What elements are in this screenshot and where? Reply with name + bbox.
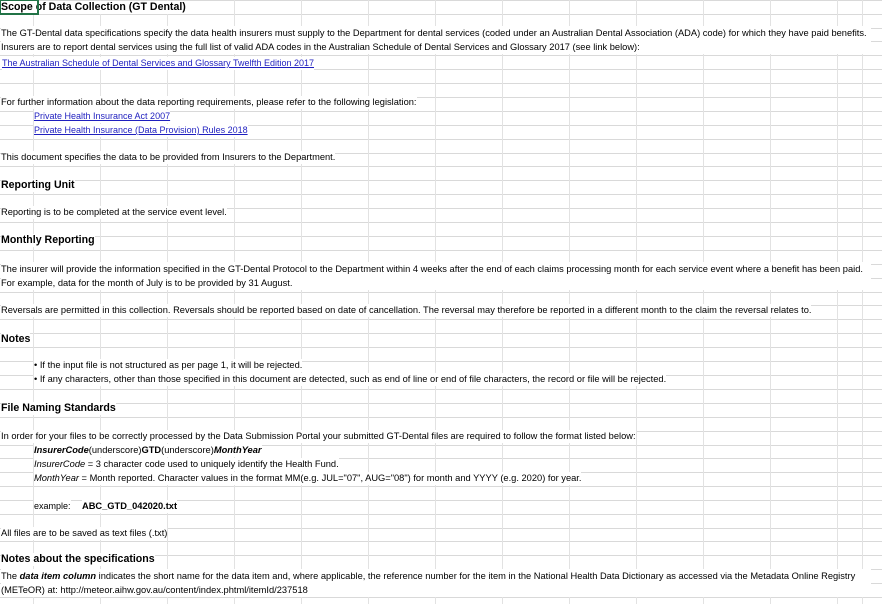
spec-notes-body: indicates the short name for the data item and, where applicable, the reference number for the item in the National Health Data Dictionary as accessed via the Metadata Online Registry (METeOR) at: http://meteor.aihw.gov.au/content/index.phtml/itemId/237518	[1, 571, 856, 595]
format-underscore: (underscore)	[161, 445, 214, 455]
reversals-text[interactable]: Reversals are permitted in this collection. Reversals should be reported based on date of cancellation. The reversal may therefore be reported in a different month to the claim the reversal relates to.	[1, 305, 812, 315]
spec-notes-text[interactable]	[1, 569, 871, 597]
example-value[interactable]: ABC_GTD_042020.txt	[82, 501, 178, 511]
document-purpose[interactable]: This document specifies the data to be provided from Insurers to the Department.	[1, 152, 336, 162]
schedule-link[interactable]: The Australian Schedule of Dental Services and Glossary Twelfth Edition 2017	[2, 58, 315, 68]
spec-notes-heading[interactable]: Notes about the specifications	[1, 553, 155, 565]
note-item[interactable]: • If any characters, other than those specified in this document are detected, such as end of line or end of file characters, the record or file will be rejected.	[34, 374, 667, 384]
monthly-reporting-heading[interactable]: Monthly Reporting	[1, 234, 95, 246]
file-naming-intro[interactable]: In order for your files to be correctly processed by the Data Submission Portal your submitted GT-Dental files are required to follow the format listed below:	[1, 431, 636, 441]
text-files-note[interactable]: All files are to be saved as text files (.txt)	[1, 528, 168, 538]
example-label[interactable]: example:	[34, 501, 71, 511]
insurer-code-desc: = 3 character code used to uniquely identify the Health Fund.	[85, 459, 339, 469]
file-name-format[interactable]	[34, 444, 262, 457]
reporting-unit-text[interactable]: Reporting is to be completed at the service event level.	[1, 207, 227, 217]
monthly-reporting-text[interactable]: The insurer will provide the information specified in the GT-Dental Protocol to the Department within 4 weeks after the end of each claims processing month for each service event where a benefit has been paid. For example, data for the month of July is to be provided by 31 August.	[1, 262, 871, 290]
spec-notes-prefix: The	[1, 571, 20, 581]
format-gtd: GTD	[141, 445, 162, 455]
insurer-code-definition[interactable]	[34, 458, 339, 471]
format-insurer-code: InsurerCode	[34, 445, 89, 455]
legislation-intro[interactable]: For further information about the data reporting requirements, please refer to the following legislation:	[1, 97, 417, 107]
file-naming-heading[interactable]: File Naming Standards	[1, 402, 116, 414]
intro-paragraph[interactable]: The GT-Dental data specifications specify the data health insurers must supply to the Department for dental services (coded under an Australian Dental Association (ADA) code) for which they have paid benefits. Insurers are to report dental services using the full list of valid ADA codes in the Australian Schedule of Dental Services and Glossary 2017 (see link below):	[1, 26, 871, 54]
sheet-title[interactable]	[1, 1, 190, 14]
month-year-desc: = Month reported. Character values in the format MM(e.g. JUL="07", AUG="08") for month and YYYY (e.g. 2020) for year.	[78, 473, 582, 483]
spec-notes-term: data item column	[19, 571, 97, 581]
format-underscore: (underscore)	[88, 445, 142, 455]
sheet-title-text: Scope of Data Collection (GT Dental)	[1, 1, 186, 13]
month-year-definition[interactable]	[34, 472, 581, 485]
insurer-code-term: InsurerCode	[34, 459, 86, 469]
legislation-link-act[interactable]: Private Health Insurance Act 2007	[34, 111, 171, 121]
legislation-link-rules[interactable]: Private Health Insurance (Data Provision) Rules 2018	[34, 125, 248, 135]
notes-heading[interactable]: Notes	[1, 333, 31, 345]
month-year-term: MonthYear	[34, 473, 79, 483]
format-month-year: MonthYear	[213, 445, 262, 455]
note-item[interactable]: • If the input file is not structured as per page 1, it will be rejected.	[34, 360, 303, 370]
reporting-unit-heading[interactable]: Reporting Unit	[1, 179, 75, 191]
